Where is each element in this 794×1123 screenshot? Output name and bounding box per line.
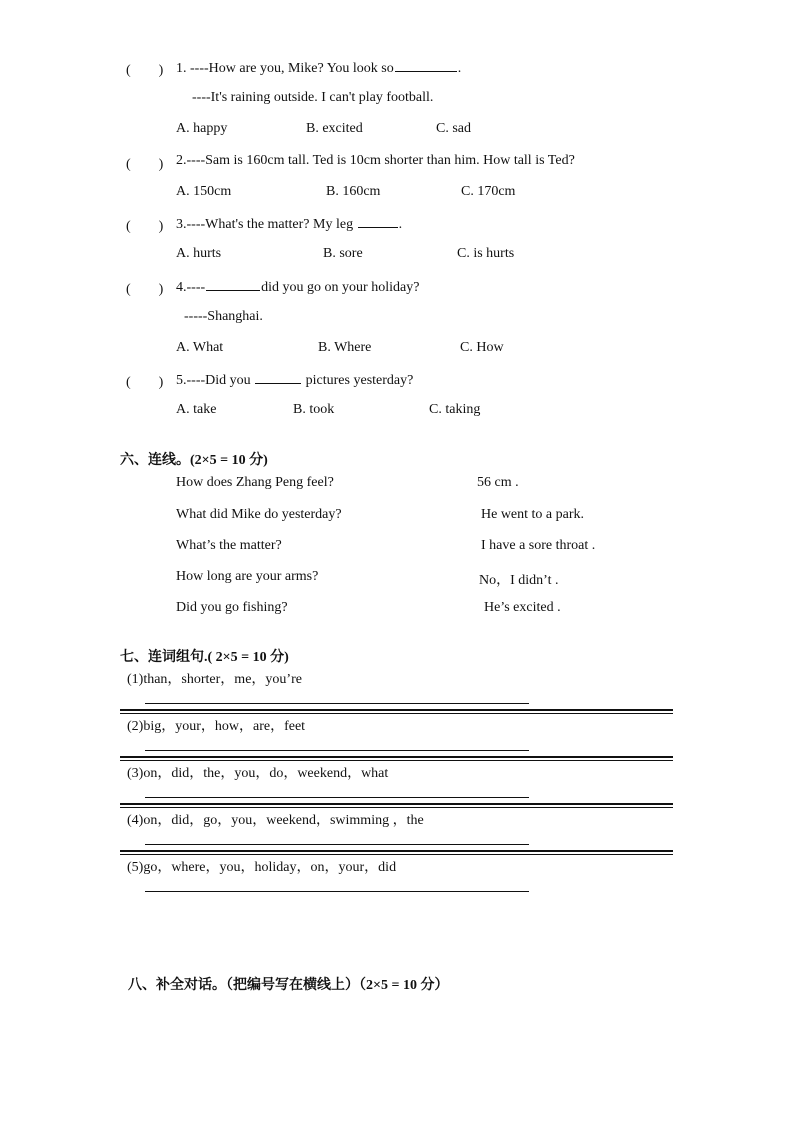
option-c: C. 170cm xyxy=(461,184,516,199)
section-heading: 六、连线。(2×5 = 10 分) xyxy=(120,453,268,468)
answer-line[interactable] xyxy=(145,750,529,751)
option-a: A. take xyxy=(176,402,217,417)
answer-bracket: ( ) xyxy=(126,375,164,390)
fill-blank[interactable] xyxy=(206,278,260,291)
match-right-item[interactable]: He’s excited . xyxy=(484,600,561,615)
fill-blank[interactable] xyxy=(358,215,398,228)
word-group: (1)than，shorter，me，you’re xyxy=(127,672,302,687)
divider xyxy=(120,850,673,855)
question-text: 4.---- did you go on your holiday? xyxy=(176,280,420,295)
option-b: B. sore xyxy=(323,246,363,261)
question-reply: ----It's raining outside. I can't play football. xyxy=(192,90,434,105)
section-heading: 七、连词组句.( 2×5 = 10 分) xyxy=(120,650,289,665)
option-b: B. excited xyxy=(306,121,363,136)
fill-blank[interactable] xyxy=(395,59,457,72)
match-right-item[interactable]: 56 cm . xyxy=(477,475,519,490)
question-text: 1. ----How are you, Mike? You look so . xyxy=(176,61,462,76)
word-group: (3)on，did，the，you，do，weekend，what xyxy=(127,766,389,781)
match-right-item[interactable]: He went to a park. xyxy=(481,507,585,522)
answer-line[interactable] xyxy=(145,797,529,798)
section-heading: 八、补全对话。（把编号写在横线上）（2×5 = 10 分） xyxy=(128,978,449,993)
divider xyxy=(120,709,673,714)
option-c: C. is hurts xyxy=(457,246,515,261)
answer-bracket: ( ) xyxy=(126,63,164,78)
answer-line[interactable] xyxy=(145,891,529,892)
option-c: C. How xyxy=(460,340,504,355)
option-a: A. What xyxy=(176,340,224,355)
option-a: A. happy xyxy=(176,121,228,136)
answer-bracket: ( ) xyxy=(126,219,164,234)
word-group: (5)go，where，you，holiday，on，your，did xyxy=(127,860,397,875)
answer-bracket: ( ) xyxy=(126,282,164,297)
word-group: (2)big，your，how，are，feet xyxy=(127,719,306,734)
answer-line[interactable] xyxy=(145,703,529,704)
option-b: B. Where xyxy=(318,340,372,355)
match-left-item[interactable]: What’s the matter? xyxy=(176,538,282,553)
option-a: A. 150cm xyxy=(176,184,232,199)
divider xyxy=(120,756,673,761)
option-a: A. hurts xyxy=(176,246,222,261)
match-left-item[interactable]: How long are your arms? xyxy=(176,569,319,584)
question-reply: -----Shanghai. xyxy=(184,309,263,324)
option-c: C. taking xyxy=(429,402,481,417)
option-b: B. took xyxy=(293,402,335,417)
match-right-item[interactable]: I have a sore throat . xyxy=(481,538,596,553)
question-text: 2.----Sam is 160cm tall. Ted is 10cm shorter than him. How tall is Ted? xyxy=(176,153,575,168)
option-c: C. sad xyxy=(436,121,471,136)
divider xyxy=(120,803,673,808)
option-b: B. 160cm xyxy=(326,184,381,199)
question-text: 5.----Did you pictures yesterday? xyxy=(176,373,414,388)
answer-bracket: ( ) xyxy=(126,157,164,172)
match-right-item[interactable]: No，I didn’t . xyxy=(479,573,559,588)
match-left-item[interactable]: How does Zhang Peng feel? xyxy=(176,475,334,490)
fill-blank[interactable] xyxy=(255,371,301,384)
match-left-item[interactable]: Did you go fishing? xyxy=(176,600,288,615)
match-left-item[interactable]: What did Mike do yesterday? xyxy=(176,507,342,522)
answer-line[interactable] xyxy=(145,844,529,845)
question-text: 3.----What's the matter? My leg . xyxy=(176,217,403,232)
word-group: (4)on，did，go，you，weekend，swimming ，the xyxy=(127,813,424,828)
